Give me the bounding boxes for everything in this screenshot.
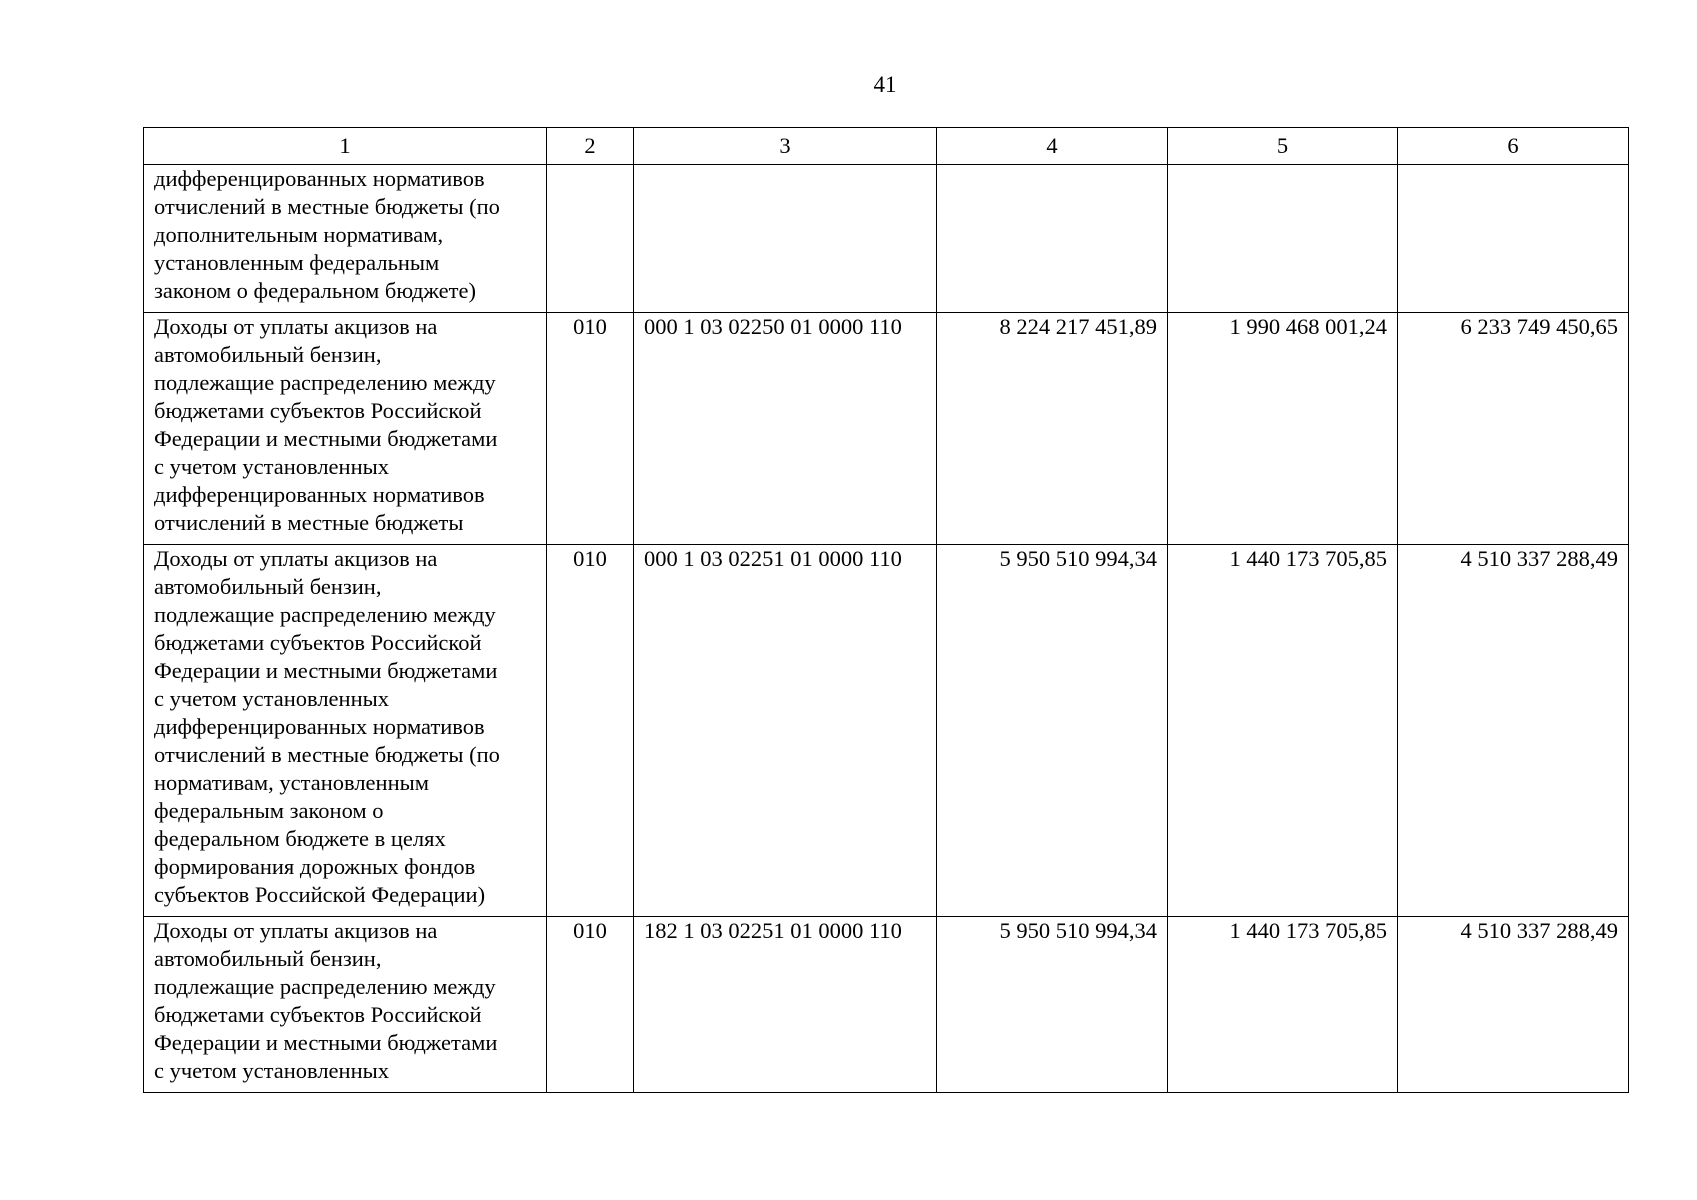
row-value-col6-cell bbox=[1398, 165, 1629, 313]
budget-revenue-table bbox=[143, 127, 1629, 1093]
row-value-col5-cell: 1 990 468 001,24 bbox=[1168, 313, 1398, 545]
row-value-col4-cell: 5 950 510 994,34 bbox=[937, 917, 1168, 1093]
row-name-cell: Доходы от уплаты акцизов на автомобильный бензин, подлежащие распределению между бюджетами субъектов Российской Федерации и местными бюджетами с учетом установленных bbox=[144, 917, 547, 1093]
row-name-cell: Доходы от уплаты акцизов на автомобильный бензин, подлежащие распределению между бюджетами субъектов Российской Федерации и местными бюджетами с учетом установленных дифференцированных нормативов отчислений в местные бюджеты (по нормативам, установленным федеральным законом о федеральном бюджете в целях формирования дорожных фондов субъектов Российской Федерации) bbox=[144, 545, 547, 917]
row-line-code-cell: 010 bbox=[547, 545, 634, 917]
row-value-col5-cell: 1 440 173 705,85 bbox=[1168, 917, 1398, 1093]
header-col-1: 1 bbox=[144, 128, 547, 165]
row-line-code-cell: 010 bbox=[547, 917, 634, 1093]
row-name-cell: Доходы от уплаты акцизов на автомобильный бензин, подлежащие распределению между бюджетами субъектов Российской Федерации и местными бюджетами с учетом установленных дифференцированных нормативов отчислений в местные бюджеты bbox=[144, 313, 547, 545]
header-col-2: 2 bbox=[547, 128, 634, 165]
row-value-col4-cell: 8 224 217 451,89 bbox=[937, 313, 1168, 545]
table-row bbox=[144, 165, 1629, 313]
row-line-code-cell: 010 bbox=[547, 313, 634, 545]
row-value-col6-cell: 6 233 749 450,65 bbox=[1398, 313, 1629, 545]
row-value-col6-cell: 4 510 337 288,49 bbox=[1398, 917, 1629, 1093]
table-header-row bbox=[144, 128, 1629, 165]
table-row bbox=[144, 313, 1629, 545]
row-value-col5-cell bbox=[1168, 165, 1398, 313]
page-number: 41 bbox=[873, 72, 897, 97]
row-value-col5-cell: 1 440 173 705,85 bbox=[1168, 545, 1398, 917]
table-row bbox=[144, 917, 1629, 1093]
header-col-6: 6 bbox=[1398, 128, 1629, 165]
table-row bbox=[144, 545, 1629, 917]
row-kbk-code-cell: 000 1 03 02251 01 0000 110 bbox=[634, 545, 937, 917]
row-value-col4-cell bbox=[937, 165, 1168, 313]
row-kbk-code-cell: 000 1 03 02250 01 0000 110 bbox=[634, 313, 937, 545]
row-kbk-code-cell bbox=[634, 165, 937, 313]
row-line-code-cell bbox=[547, 165, 634, 313]
header-col-3: 3 bbox=[634, 128, 937, 165]
row-value-col6-cell: 4 510 337 288,49 bbox=[1398, 545, 1629, 917]
header-col-4: 4 bbox=[937, 128, 1168, 165]
header-col-5: 5 bbox=[1168, 128, 1398, 165]
row-kbk-code-cell: 182 1 03 02251 01 0000 110 bbox=[634, 917, 937, 1093]
row-value-col4-cell: 5 950 510 994,34 bbox=[937, 545, 1168, 917]
row-name-cell: дифференцированных нормативов отчислений в местные бюджеты (по дополнительным нормативам, установленным федеральным законом о федеральном бюджете) bbox=[144, 165, 547, 313]
